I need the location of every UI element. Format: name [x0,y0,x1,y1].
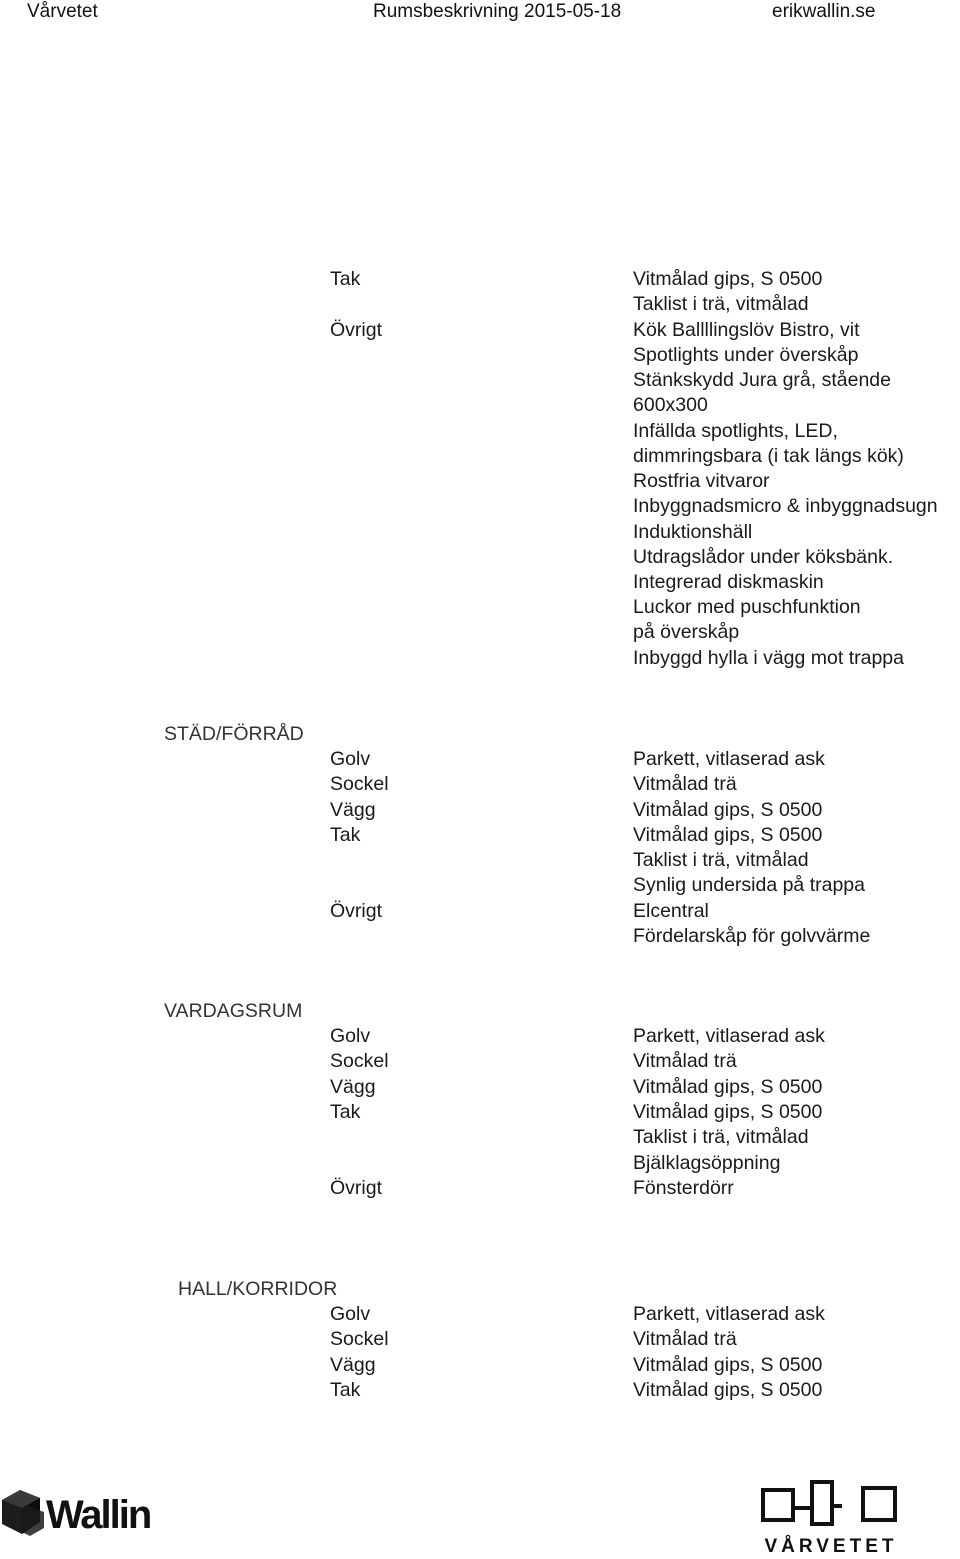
value-line: Integrerad diskmaskin [633,571,824,593]
label-ovrigt: Övrigt [330,900,383,922]
value-line: Stänkskydd Jura grå, stående [633,369,891,391]
varvetet-logo [760,1478,902,1559]
section-title-hall: HALL/KORRIDOR [178,1278,338,1300]
value-line: Vitmålad trä [633,773,737,795]
value-line: Vitmålad gips, S 0500 [633,268,823,290]
label-vagg: Vägg [330,1354,376,1376]
label-tak: Tak [330,1379,361,1401]
label-sockel: Sockel [330,773,389,795]
value-line: Vitmålad gips, S 0500 [633,824,823,846]
value-line: Vitmålad gips, S 0500 [633,1101,823,1123]
section-title-stad: STÄD/FÖRRÅD [164,723,304,745]
value-line: Luckor med puschfunktion [633,596,861,618]
label-tak: Tak [330,824,361,846]
value-line: Rostfria vitvaror [633,470,770,492]
value-line: Elcentral [633,900,709,922]
value-line: Fönsterdörr [633,1177,734,1199]
label-sockel: Sockel [330,1328,389,1350]
value-line: Spotlights under överskåp [633,344,859,366]
header-document-title: Rumsbeskrivning 2015-05-18 [373,1,622,22]
label-vagg: Vägg [330,799,376,821]
value-line: Infällda spotlights, LED, [633,420,838,442]
label-ovrigt: Övrigt [330,319,383,341]
label-golv: Golv [330,748,371,770]
value-line: Vitmålad trä [633,1328,737,1350]
header-left-title: Vårvetet [27,1,98,22]
value-line: Taklist i trä, vitmålad [633,1126,809,1148]
value-line: Inbyggnadsmicro & inbyggnadsugn [633,495,938,517]
value-line: 600x300 [633,394,708,416]
value-line: Taklist i trä, vitmålad [633,849,809,871]
header-website: erikwallin.se [772,1,876,22]
value-line: Bjälklagsöppning [633,1152,781,1174]
value-line: Parkett, vitlaserad ask [633,1303,825,1325]
value-line: på överskåp [633,621,740,643]
value-line: Vitmålad trä [633,1050,737,1072]
value-line: Vitmålad gips, S 0500 [633,1076,823,1098]
value-line: Inbyggd hylla i vägg mot trappa [633,647,905,669]
value-line: Fördelarskåp för golvvärme [633,925,871,947]
value-line: Parkett, vitlaserad ask [633,748,825,770]
value-line: Synlig undersida på trappa [633,874,865,896]
label-tak: Tak [330,268,361,290]
svg-text:VÅRVETET: VÅRVETET [764,1536,898,1554]
label-golv: Golv [330,1303,371,1325]
value-line: dimmringsbara (i tak längs kök) [633,445,904,467]
value-line: Vitmålad gips, S 0500 [633,1354,823,1376]
section-title-vardagsrum: VARDAGSRUM [164,1000,303,1022]
label-ovrigt: Övrigt [330,1177,383,1199]
label-sockel: Sockel [330,1050,389,1072]
wallin-cube-icon [2,1490,44,1536]
label-golv: Golv [330,1025,371,1047]
value-line: Vitmålad gips, S 0500 [633,799,823,821]
value-line: Kök Ballllingslöv Bistro, vit [633,319,860,341]
wallin-logo [0,1482,175,1547]
value-line: Vitmålad gips, S 0500 [633,1379,823,1401]
value-line: Parkett, vitlaserad ask [633,1025,825,1047]
svg-text:Wallin: Wallin [46,1493,151,1537]
value-line: Utdragslådor under köksbänk. [633,546,894,568]
value-line: Induktionshäll [633,521,753,543]
label-tak: Tak [330,1101,361,1123]
value-line: Taklist i trä, vitmålad [633,293,809,315]
label-vagg: Vägg [330,1076,376,1098]
